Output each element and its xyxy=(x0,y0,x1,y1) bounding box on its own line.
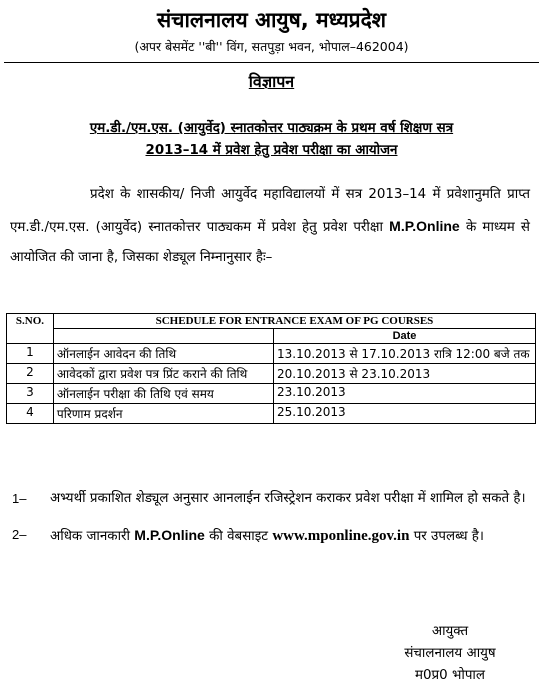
mp-online-text: M.P.Online xyxy=(389,217,460,234)
subject-heading xyxy=(20,118,523,162)
header-divider xyxy=(4,62,539,63)
column-header-sno: S.NO. xyxy=(7,314,54,344)
row-sno: 4 xyxy=(7,404,54,424)
mp-online-text: M.P.Online xyxy=(134,527,205,543)
row-date: 23.10.2013 xyxy=(273,384,535,404)
subject-line-1: एम.डी./एम.एस. (आयुर्वेद) स्नातकोत्तर पाठ्यक्रम के प्रथम वर्ष शिक्षण सत्र xyxy=(89,121,454,136)
row-sno: 3 xyxy=(7,384,54,404)
signatory-location: म0प्र0 भोपाल xyxy=(415,668,485,683)
body-text-part1: प्रदेश के शासकीय/ निजी आयुर्वेद महाविद्यालयों में सत्र 2013–14 में प्रवेशानुमति प्राप्त एम.डी./एम.एस. (आयुर्वेद) स्नातकोत्तर पाठ्यकम में प्रवेश हेतु प्रवेश परीक्षा xyxy=(10,187,530,235)
row-event: आवेदकों द्वारा प्रवेश पत्र प्रिंट कराने की तिथि xyxy=(53,364,273,384)
row-event: परिणाम प्रदर्शन xyxy=(53,404,273,424)
table-subheader-row xyxy=(7,329,536,344)
note-number: 2– xyxy=(12,527,27,542)
notes-list xyxy=(12,484,532,558)
office-address: (अपर बेसमेंट ''बी'' विंग, सतपुड़ा भवन, भोपाल–462004) xyxy=(134,39,409,54)
table-row xyxy=(7,364,536,384)
note-text-mid: की वेबसाइट xyxy=(209,529,269,544)
row-date: 13.10.2013 से 17.10.2013 रात्रि 12:00 बजे तक xyxy=(273,344,535,364)
column-header-date: Date xyxy=(273,329,535,344)
notice-heading xyxy=(0,70,543,92)
body-paragraph xyxy=(10,180,530,274)
row-sno: 1 xyxy=(7,344,54,364)
table-row xyxy=(7,404,536,424)
table-row xyxy=(7,344,536,364)
signatory-title: आयुक्त xyxy=(431,624,469,639)
row-date: 25.10.2013 xyxy=(273,404,535,424)
note-text-pre: अधिक जानकारी xyxy=(50,529,131,544)
note-text-post: पर उपलब्ध है। xyxy=(413,529,484,544)
list-item xyxy=(12,520,532,552)
signature-block xyxy=(375,621,525,687)
note-text: अभ्यर्थी प्रकाशित शेड्यूल अनुसार आनलाईन रजिस्ट्रेशन कराकर प्रवेश परीक्षा में शामिल हो सकते है। xyxy=(50,491,526,506)
website-link[interactable]: www.mponline.gov.in xyxy=(272,528,410,544)
row-event: ऑनलाईन आवेदन की तिथि xyxy=(53,344,273,364)
blank-header-cell xyxy=(53,329,273,344)
schedule-table xyxy=(6,313,536,424)
column-header-schedule: SCHEDULE FOR ENTRANCE EXAM OF PG COURSES xyxy=(53,314,535,329)
signatory-office: संचालनालय आयुष xyxy=(404,646,496,661)
notice-label: विज्ञापन xyxy=(248,72,295,91)
table-row xyxy=(7,384,536,404)
page-title: संचालनालय आयुष, मध्यप्रदेश xyxy=(156,8,387,32)
note-number: 1– xyxy=(12,491,27,506)
list-item xyxy=(12,484,532,514)
row-event: ऑनलाईन परीक्षा की तिथि एवं समय xyxy=(53,384,273,404)
body-text-part2: के माध्यम से आयोजित की जाना है, जिसका शेड्यूल निम्नानुसार हैः– xyxy=(10,219,530,265)
row-sno: 2 xyxy=(7,364,54,384)
row-date: 20.10.2013 से 23.10.2013 xyxy=(273,364,535,384)
subject-line-2: 2013–14 में प्रवेश हेतु प्रवेश परीक्षा का आयोजन xyxy=(145,143,398,158)
table-header-row xyxy=(7,314,536,329)
